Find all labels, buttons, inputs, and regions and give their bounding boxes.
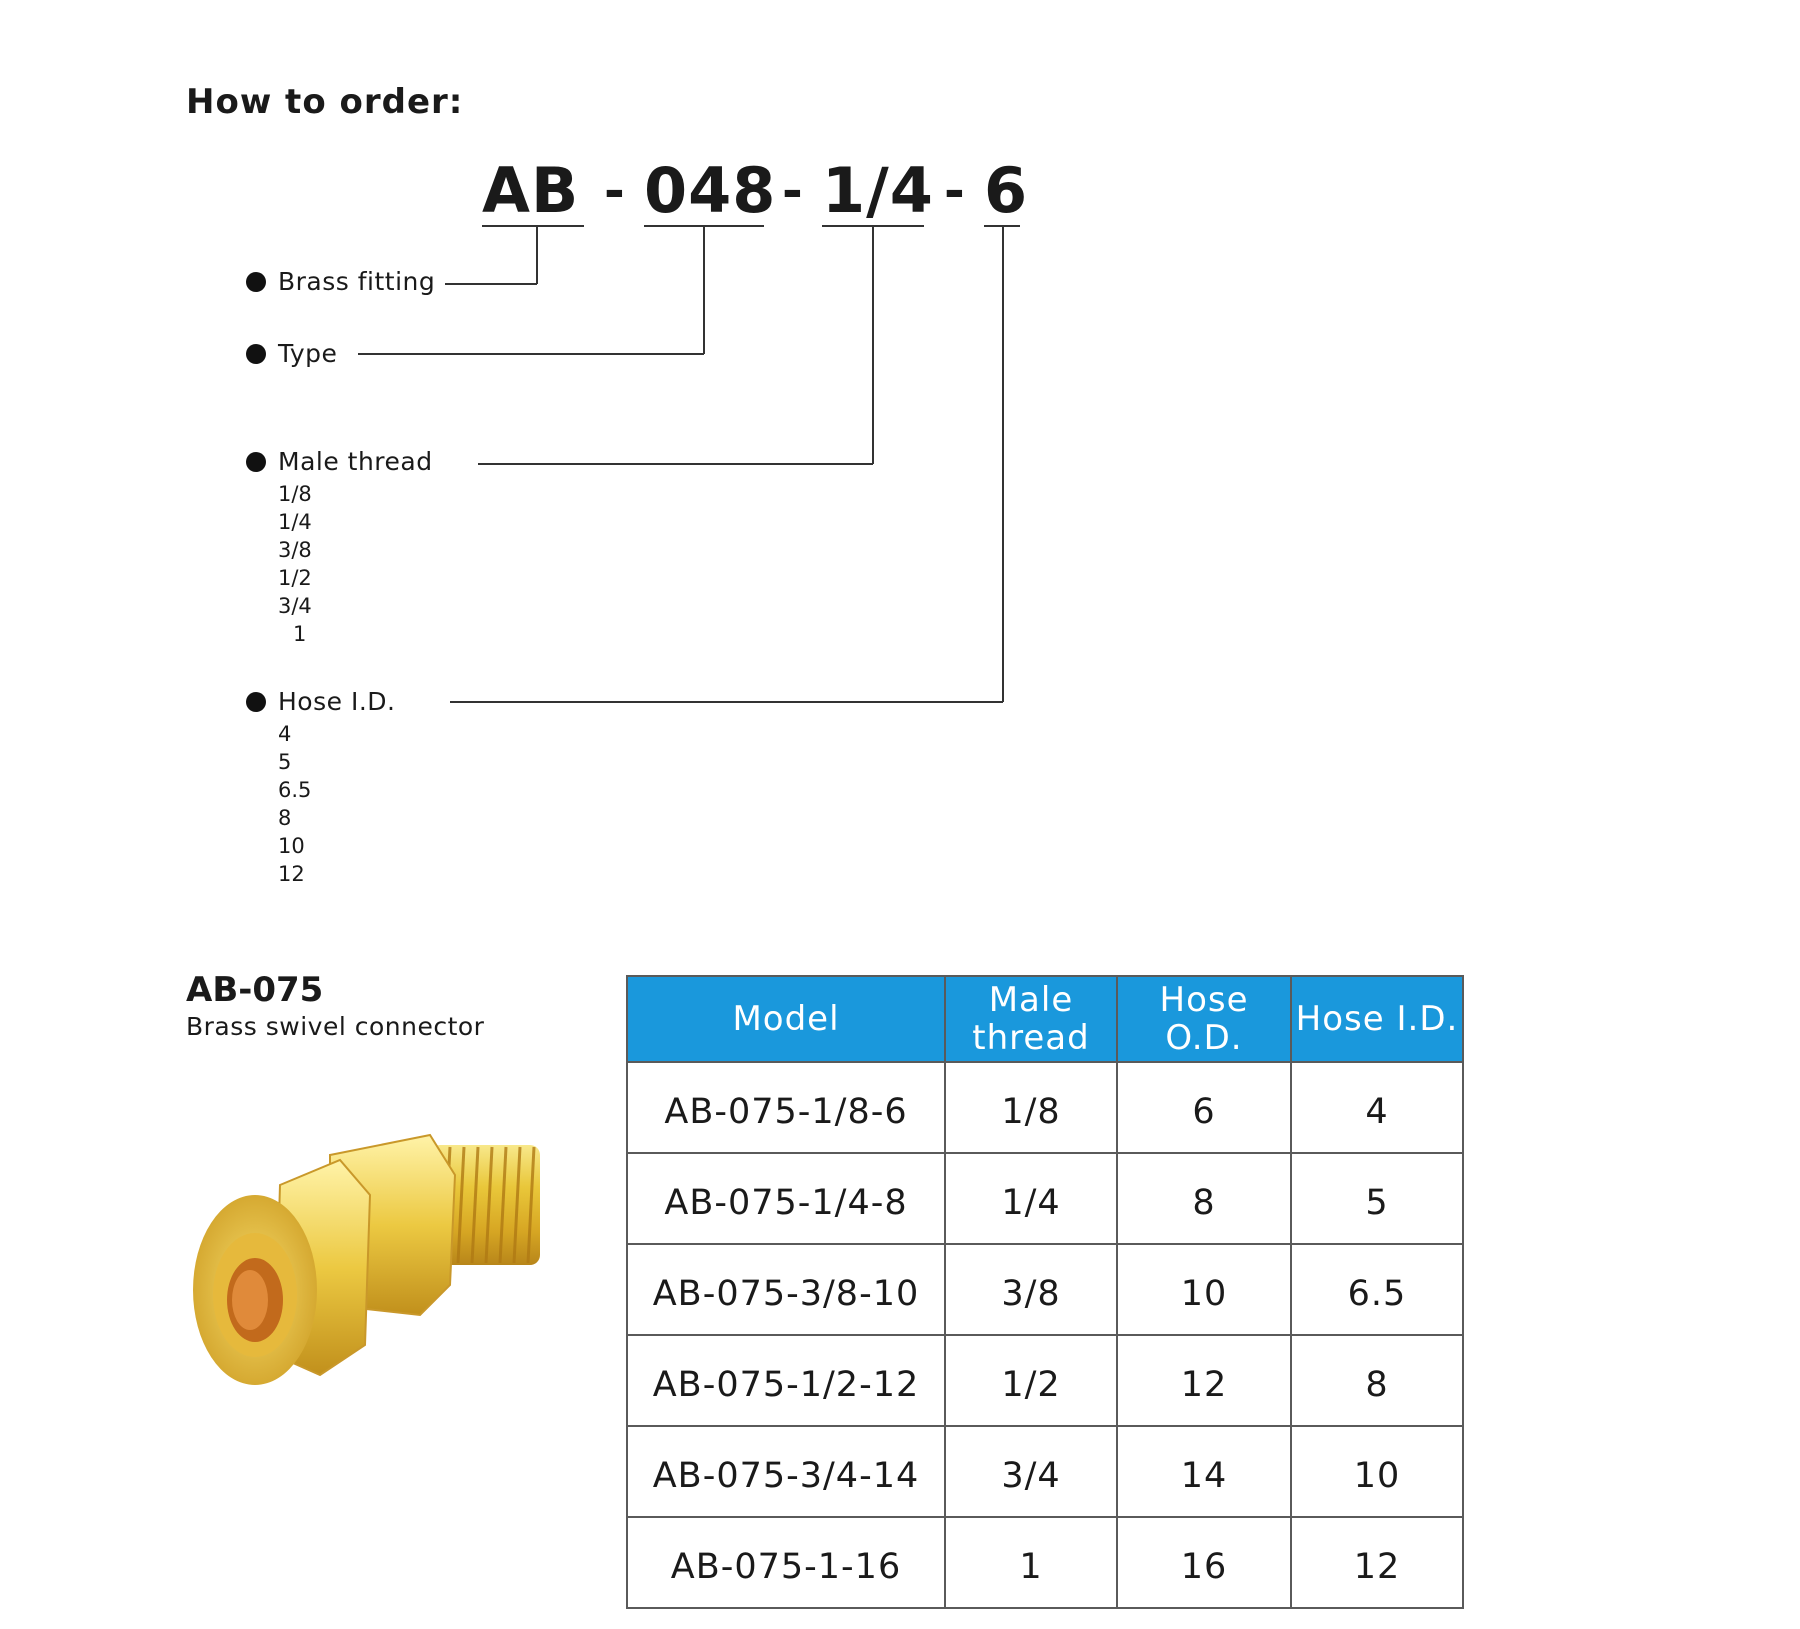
cell-model: AB-075-1/4-8 (627, 1153, 945, 1244)
field-label-type: Type (278, 339, 338, 368)
cell-hose-id: 6.5 (1291, 1244, 1463, 1335)
cell-hose-od: 16 (1117, 1517, 1291, 1608)
cell-model: AB-075-3/4-14 (627, 1426, 945, 1517)
cell-hose-id: 10 (1291, 1426, 1463, 1517)
cell-model: AB-075-1/8-6 (627, 1062, 945, 1153)
table-header-row (627, 976, 1463, 1062)
header-male-thread: Male thread (945, 976, 1117, 1062)
bullet-dot (246, 272, 266, 292)
thread-option: 1/2 (278, 566, 312, 590)
cell-hose-id: 8 (1291, 1335, 1463, 1426)
code-connector-lines (0, 0, 1800, 760)
order-heading: How to order: (186, 82, 464, 122)
cell-male-thread: 1/4 (945, 1153, 1117, 1244)
header-hose-od: Hose O.D. (1117, 976, 1291, 1062)
hose-option: 8 (278, 806, 292, 830)
spec-table (626, 975, 1464, 1609)
table-row (627, 1244, 1463, 1335)
code-separator: - (604, 162, 625, 220)
cell-hose-id: 12 (1291, 1517, 1463, 1608)
brass-connector-photo (180, 1115, 590, 1405)
product-title: AB-075 (186, 970, 324, 1010)
product-subtitle: Brass swivel connector (186, 1012, 485, 1041)
thread-option: 3/8 (278, 538, 312, 562)
cell-male-thread: 1/2 (945, 1335, 1117, 1426)
hose-option: 5 (278, 750, 292, 774)
cell-hose-od: 12 (1117, 1335, 1291, 1426)
code-part-hose: 6 (984, 154, 1029, 227)
thread-option: 3/4 (278, 594, 312, 618)
table-row (627, 1335, 1463, 1426)
table-row (627, 1426, 1463, 1517)
hose-option: 4 (278, 722, 292, 746)
cell-model: AB-075-1/2-12 (627, 1335, 945, 1426)
cell-male-thread: 3/8 (945, 1244, 1117, 1335)
bullet-dot (246, 692, 266, 712)
table-row (627, 1153, 1463, 1244)
cell-model: AB-075-3/8-10 (627, 1244, 945, 1335)
table-row (627, 1062, 1463, 1153)
code-separator: - (782, 162, 803, 220)
bullet-dot (246, 344, 266, 364)
cell-model: AB-075-1-16 (627, 1517, 945, 1608)
hose-option: 10 (278, 834, 305, 858)
cell-hose-od: 10 (1117, 1244, 1291, 1335)
hose-option: 12 (278, 862, 305, 886)
cell-hose-od: 6 (1117, 1062, 1291, 1153)
cell-male-thread: 1 (945, 1517, 1117, 1608)
cell-hose-id: 4 (1291, 1062, 1463, 1153)
hose-option: 6.5 (278, 778, 312, 802)
thread-option: 1/4 (278, 510, 312, 534)
field-label-male-thread: Male thread (278, 447, 433, 476)
table-row (627, 1517, 1463, 1608)
code-part-brand: AB (482, 154, 580, 227)
cell-male-thread: 3/4 (945, 1426, 1117, 1517)
code-part-thread: 1/4 (822, 154, 934, 227)
field-label-brass-fitting: Brass fitting (278, 267, 436, 296)
field-label-hose-id: Hose I.D. (278, 687, 396, 716)
thread-option: 1 (293, 622, 307, 646)
code-separator: - (944, 162, 965, 220)
cell-male-thread: 1/8 (945, 1062, 1117, 1153)
cell-hose-od: 8 (1117, 1153, 1291, 1244)
header-hose-id: Hose I.D. (1291, 976, 1463, 1062)
cell-hose-id: 5 (1291, 1153, 1463, 1244)
bullet-dot (246, 452, 266, 472)
thread-option: 1/8 (278, 482, 312, 506)
header-model: Model (627, 976, 945, 1062)
code-part-type: 048 (644, 154, 777, 227)
cell-hose-od: 14 (1117, 1426, 1291, 1517)
